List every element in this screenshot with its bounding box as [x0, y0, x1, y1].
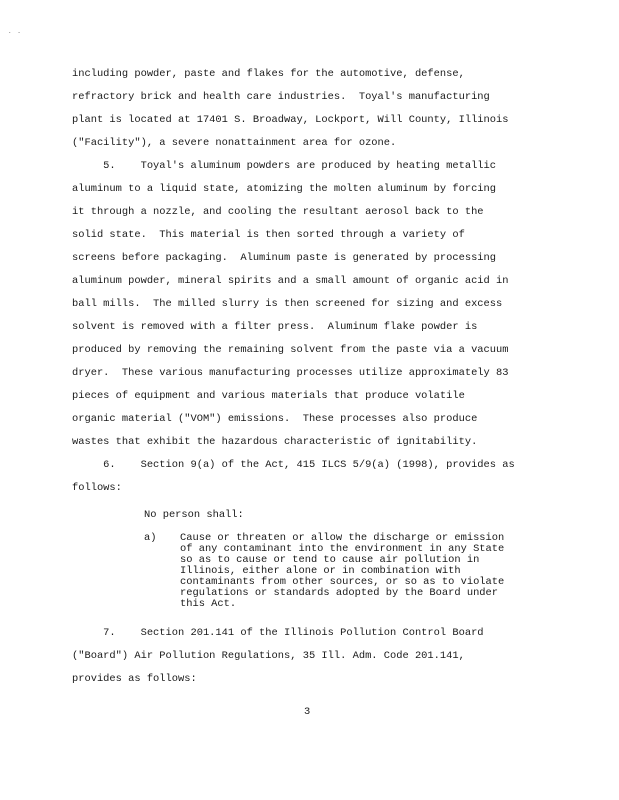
para5-line: ball mills. The milled slurry is then screened for sizing and excess	[72, 298, 503, 310]
para5-line: organic material ("VOM") emissions. These processes also produce	[72, 413, 478, 425]
para5-line: aluminum powder, mineral spirits and a small amount of organic acid in	[72, 275, 509, 287]
para7-line: 7. Section 201.141 of the Illinois Pollution Control Board	[72, 627, 484, 639]
quote-line: regulations or standards adopted by the Board under	[180, 587, 499, 599]
page-number: 3	[304, 706, 311, 718]
para5-line: wastes that exhibit the hazardous characteristic of ignitability.	[72, 436, 478, 448]
quote-line: Cause or threaten or allow the discharge or emission	[180, 532, 505, 544]
para4-line: ("Facility"), a severe nonattainment area for ozone.	[72, 137, 397, 149]
para5-line: solid state. This material is then sorted through a variety of	[72, 229, 465, 241]
para5-line: aluminum to a liquid state, atomizing the molten aluminum by forcing	[72, 183, 497, 195]
para5-line: dryer. These various manufacturing processes utilize approximately 83	[72, 367, 509, 379]
para5-line: screens before packaging. Aluminum paste is generated by processing	[72, 252, 497, 264]
corner-mark: . .	[8, 28, 22, 35]
quote-line: of any contaminant into the environment in any State	[180, 543, 505, 555]
quote-line: this Act.	[180, 598, 237, 610]
para7-line: ("Board") Air Pollution Regulations, 35 Ill. Adm. Code 201.141,	[72, 650, 465, 662]
quote-line: so as to cause or tend to cause air pollution in	[180, 554, 480, 566]
para5-line: solvent is removed with a filter press. Aluminum flake powder is	[72, 321, 478, 333]
para5-line: 5. Toyal's aluminum powders are produced by heating metallic	[72, 160, 497, 172]
para7-line: provides as follows:	[72, 673, 197, 685]
quote-line: contaminants from other sources, or so as to violate	[180, 576, 505, 588]
para4-line: plant is located at 17401 S. Broadway, Lockport, Will County, Illinois	[72, 114, 509, 126]
para5-line: pieces of equipment and various materials that produce volatile	[72, 390, 465, 402]
quote-marker: a)	[144, 532, 157, 544]
para4-line: refractory brick and health care industries. Toyal's manufacturing	[72, 91, 490, 103]
quote-line: Illinois, either alone or in combination with	[180, 565, 461, 577]
para5-line: it through a nozzle, and cooling the resultant aerosol back to the	[72, 206, 484, 218]
para6-line: follows:	[72, 482, 122, 494]
para6-line: 6. Section 9(a) of the Act, 415 ILCS 5/9(a) (1998), provides as	[72, 459, 515, 471]
para4-line: including powder, paste and flakes for the automotive, defense,	[72, 68, 465, 80]
quote-intro: No person shall:	[144, 509, 244, 521]
para5-line: produced by removing the remaining solvent from the paste via a vacuum	[72, 344, 509, 356]
